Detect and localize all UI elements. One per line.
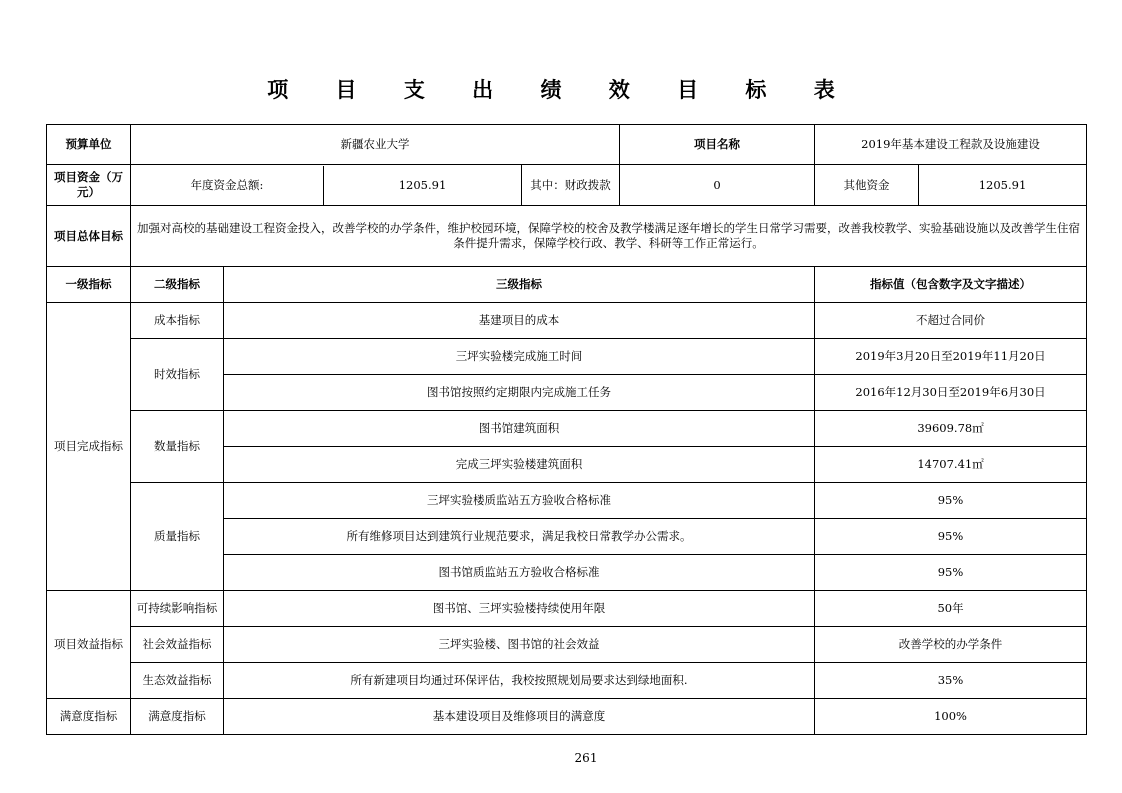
other-funds-label: 其他资金 [815, 165, 919, 206]
subgroup-social: 社会效益指标 [131, 627, 224, 663]
subgroup-sustainability: 可持续影响指标 [131, 591, 224, 627]
page-title: 项 目 支 出 绩 效 目 标 表 [267, 78, 855, 102]
indicator-text: 图书馆、三坪实验楼持续使用年限 [224, 591, 815, 627]
indicator-text: 图书馆按照约定期限内完成施工任务 [224, 375, 815, 411]
page-number: 261 [574, 751, 598, 765]
budget-unit-value: 新疆农业大学 [131, 125, 620, 165]
indicator-value: 改善学校的办学条件 [815, 627, 1087, 663]
indicator-value: 39609.78㎡ [815, 411, 1087, 447]
indicator-value: 35% [815, 663, 1087, 699]
performance-table [46, 124, 1087, 735]
table-row [47, 411, 1087, 447]
subgroup-quality: 质量指标 [131, 483, 224, 591]
group-satisfaction: 满意度指标 [47, 699, 131, 735]
indicator-text: 图书馆质监站五方验收合格标准 [224, 555, 815, 591]
subgroup-satisfaction: 满意度指标 [131, 699, 224, 735]
table-row [47, 303, 1087, 339]
col-level2-header: 二级指标 [131, 267, 224, 303]
col-level3-header: 三级指标 [224, 267, 815, 303]
project-name-value: 2019年基本建设工程款及设施建设 [815, 125, 1087, 165]
funds-row [47, 165, 1087, 206]
table-row [47, 663, 1087, 699]
indicator-value: 100% [815, 699, 1087, 735]
subgroup-quantity: 数量指标 [131, 411, 224, 483]
budget-unit-label: 预算单位 [47, 125, 131, 165]
indicator-text: 基本建设项目及维修项目的满意度 [224, 699, 815, 735]
indicator-value: 14707.41㎡ [815, 447, 1087, 483]
table-row [47, 483, 1087, 519]
fiscal-label: 其中：财政拨款 [522, 165, 620, 206]
table-row [47, 339, 1087, 375]
indicator-text: 三坪实验楼完成施工时间 [224, 339, 815, 375]
indicator-text: 三坪实验楼、图书馆的社会效益 [224, 627, 815, 663]
indicator-value: 2016年12月30日至2019年6月30日 [815, 375, 1087, 411]
budget-unit-row [47, 125, 1087, 165]
fiscal-value: 0 [620, 165, 815, 206]
indicator-value: 不超过合同价 [815, 303, 1087, 339]
indicator-value: 95% [815, 555, 1087, 591]
table-row [47, 627, 1087, 663]
indicator-text: 完成三坪实验楼建筑面积 [224, 447, 815, 483]
group-completion: 项目完成指标 [47, 303, 131, 591]
col-level1-header: 一级指标 [47, 267, 131, 303]
other-funds-value: 1205.91 [919, 165, 1087, 206]
goal-row [47, 206, 1087, 267]
indicator-value: 95% [815, 483, 1087, 519]
subgroup-ecological: 生态效益指标 [131, 663, 224, 699]
indicator-text: 三坪实验楼质监站五方验收合格标准 [224, 483, 815, 519]
table-row [47, 699, 1087, 735]
indicator-text: 基建项目的成本 [224, 303, 815, 339]
subgroup-timeliness: 时效指标 [131, 339, 224, 411]
indicator-value: 2019年3月20日至2019年11月20日 [815, 339, 1087, 375]
funds-label: 项目资金（万元） [47, 165, 131, 206]
indicator-value: 95% [815, 519, 1087, 555]
indicator-value: 50年 [815, 591, 1087, 627]
group-benefit: 项目效益指标 [47, 591, 131, 699]
annual-total-label: 年度资金总额: [131, 166, 324, 205]
column-header-row [47, 267, 1087, 303]
indicator-text: 所有维修项目达到建筑行业规范要求，满足我校日常教学办公需求。 [224, 519, 815, 555]
subgroup-cost: 成本指标 [131, 303, 224, 339]
indicator-text: 图书馆建筑面积 [224, 411, 815, 447]
goal-text: 加强对高校的基础建设工程资金投入，改善学校的办学条件，维护校园环境，保障学校的校舍及教学楼满足逐年增长的学生日常学习需要，改善我校教学、实验基础设施以及改善学生住宿条件提升需求，保障学校行政、教学、科研等工作正常运行。 [131, 206, 1087, 267]
table-row [47, 591, 1087, 627]
annual-total-value: 1205.91 [398, 177, 447, 192]
indicator-text: 所有新建项目均通过环保评估，我校按照规划局要求达到绿地面积. [224, 663, 815, 699]
col-value-header: 指标值（包含数字及文字描述） [815, 267, 1087, 303]
goal-label: 项目总体目标 [47, 206, 131, 267]
project-name-label: 项目名称 [620, 125, 815, 165]
